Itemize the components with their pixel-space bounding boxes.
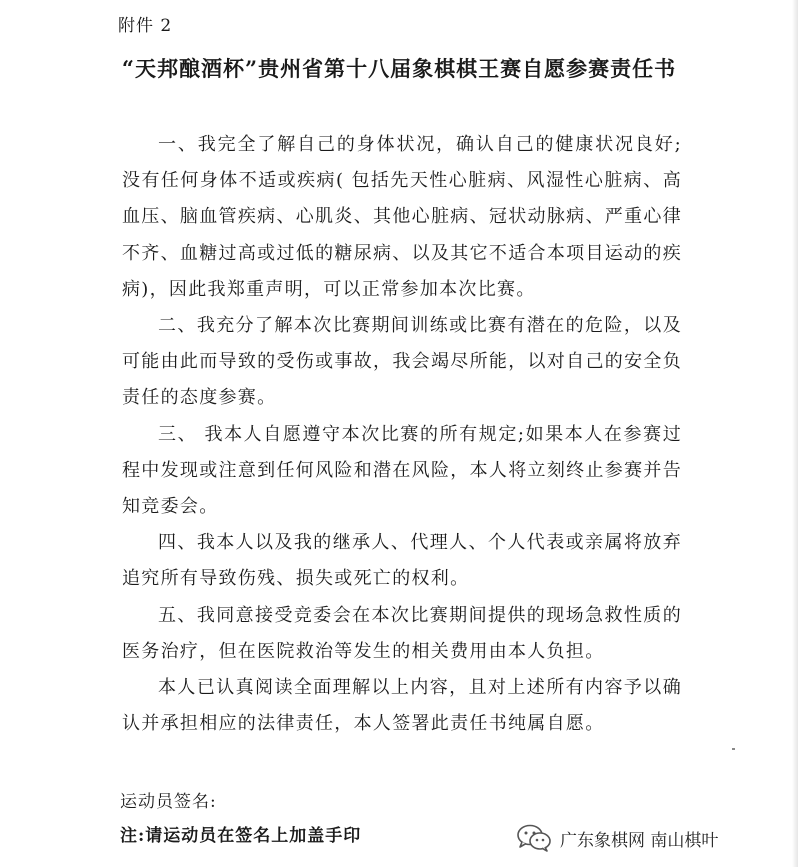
paragraph-medical: 五、我同意接受竞委会在本次比赛期间提供的现场急救性质的医务治疗，但在医院救治等发生的相关费用由本人负担。	[122, 604, 682, 662]
attachment-label: 附件 2	[118, 16, 173, 36]
document-title: “天邦酿酒杯”贵州省第十八届象棋棋王赛自愿参赛责任书	[121, 56, 677, 81]
watermark-text: 广东象棋网 南山棋叶	[560, 830, 719, 851]
paragraph-health: 一、我完全了解自己的身体状况，确认自己的健康状况良好;没有任何身体不适或疾病( 包括先天性心脏病、风湿性心脏病、高血压、脑血管疾病、心肌炎、其他心脏病、冠状动脉病、严重心律不齐、血糖过高或过低的糖尿病、以及其它不适合本项目运动的疾病)，因此我郑重声明，可以正常参加本次比赛。	[122, 134, 682, 300]
watermark	[512, 818, 722, 858]
scan-speck	[732, 748, 735, 750]
fingerprint-note: 注:请运动员在签名上加盖手印	[120, 826, 362, 846]
paragraph-rules: 三、 我本人自愿遵守本次比赛的所有规定;如果本人在参赛过程中发现或注意到任何风险和潜在风险，本人将立刻终止参赛并告知竞委会。	[122, 423, 682, 518]
wechat-icon	[516, 824, 552, 852]
paragraph-confirmation: 本人已认真阅读全面理解以上内容，且对上述所有内容予以确认并承担相应的法律责任，本人签署此责任书纯属自愿。	[122, 677, 682, 735]
document-body	[122, 127, 682, 742]
page-edge-shadow	[792, 0, 798, 867]
signature-label: 运动员签名:	[120, 792, 217, 812]
paragraph-waiver: 四、我本人以及我的继承人、代理人、个人代表或亲属将放弃追究所有导致伤残、损失或死亡的权利。	[122, 532, 682, 590]
paragraph-risk: 二、我充分了解本次比赛期间训练或比赛有潜在的危险，以及可能由此而导致的受伤或事故，我会竭尽所能，以对自己的安全负责任的态度参赛。	[122, 315, 682, 409]
